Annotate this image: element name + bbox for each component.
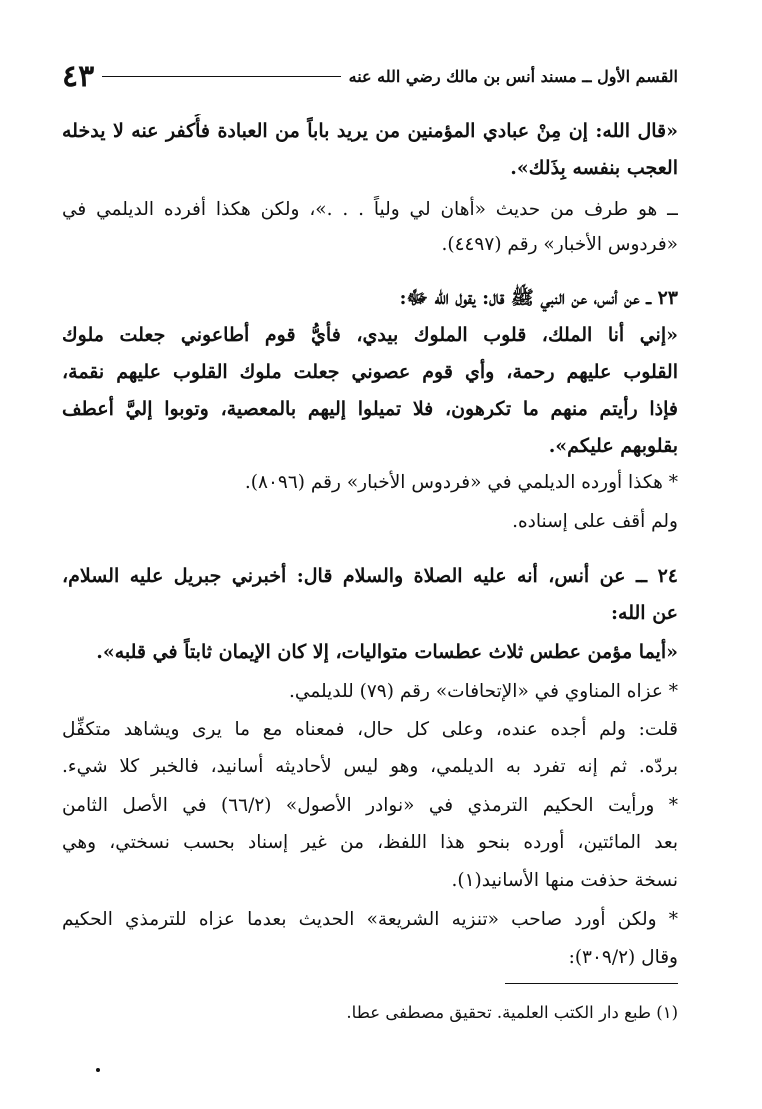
hadith-text-line: العجب بنفسه بِذَلك». <box>510 157 678 179</box>
hadith-text-line: بقلوبهم عليكم». <box>548 435 678 457</box>
commentary-line: نسخة حذفت منها الأسانيد(١). <box>451 870 678 891</box>
hadith-heading-23: ٢٣ ــ عن أنس، عن النبي ﷺ قال: يقول الله ﷻ: <box>399 287 678 309</box>
hadith-text-line: «أيما مؤمن عطس ثلاث عطسات متواليات، إلا كان الإيمان ثابتاً في قلبه». <box>96 641 678 663</box>
hadith-text-line: عن الله: <box>611 602 678 624</box>
ink-speck <box>96 1068 100 1072</box>
footnote: (١) طبع دار الكتب العلمية. تحقيق مصطفى عطا. <box>346 1003 678 1022</box>
footnote-separator <box>505 983 678 984</box>
commentary-line: * هكذا أورده الديلمي في «فردوس الأخبار» رقم (٨٠٩٦). <box>244 472 678 493</box>
header-rule <box>102 76 340 77</box>
commentary-line: بعد المائتين، أورده بنحو هذا اللفظ، من غير إسناد بحسب نسختي، وهي <box>62 832 678 853</box>
commentary-line: وقال (٣٠٩/٢): <box>568 947 678 968</box>
commentary-line: * عزاه المناوي في «الإتحافات» رقم (٧٩) للديلمي. <box>289 681 678 702</box>
running-title: القسم الأول ــ مسند أنس بن مالك رضي الله عنه <box>348 66 678 86</box>
commentary-line: قلت: ولم أجده عنده، وعلى كل حال، فمعناه مع ما يرى ويشاهد متكفِّل <box>62 719 678 740</box>
commentary-line: ولم أقف على إسناده. <box>512 511 678 532</box>
hadith-text-line: فإذا رأيتم منهم ما تكرهون، فلا تميلوا إليهم بالمعصية، وتوبوا إليَّ أعطف <box>62 398 678 420</box>
page-number: ٤٣ <box>62 58 95 94</box>
commentary-line: بردّه. ثم إنه تفرد به الديلمي، وهو ليس لأحاديثه أسانيد، فالخبر كلا شيء. <box>62 756 678 777</box>
commentary-line: ــ هو طرف من حديث «أهان لي ولياً . . .»، ولكن هكذا أفرده الديلمي في <box>62 199 678 220</box>
hadith-text-line: القلوب عليهم رحمة، وأي قوم عصوني جعلت ملوك القلوب عليهم نقمة، <box>62 361 678 383</box>
hadith-text-line: «قال الله: إن مِنْ عبادي المؤمنين من يريد باباً من العبادة فأُكفر عنه لا يدخله <box>62 120 678 142</box>
commentary-line: * ورأيت الحكيم الترمذي في «نوادر الأصول» (٦٦/٢) في الأصل الثامن <box>62 795 678 816</box>
commentary-line: «فردوس الأخبار» رقم (٤٤٩٧). <box>441 234 678 255</box>
page-header <box>62 56 678 96</box>
hadith-heading-24: ٢٤ ــ عن أنس، أنه عليه الصلاة والسلام قال: أخبرني جبريل عليه السلام، <box>62 565 678 587</box>
commentary-line: * ولكن أورد صاحب «تنزيه الشريعة» الحديث بعدما عزاه للترمذي الحكيم <box>62 909 678 930</box>
hadith-text-line: «إني أنا الملك، قلوب الملوك بيدي، فأيُّ قوم أطاعوني جعلت ملوك <box>62 324 678 346</box>
